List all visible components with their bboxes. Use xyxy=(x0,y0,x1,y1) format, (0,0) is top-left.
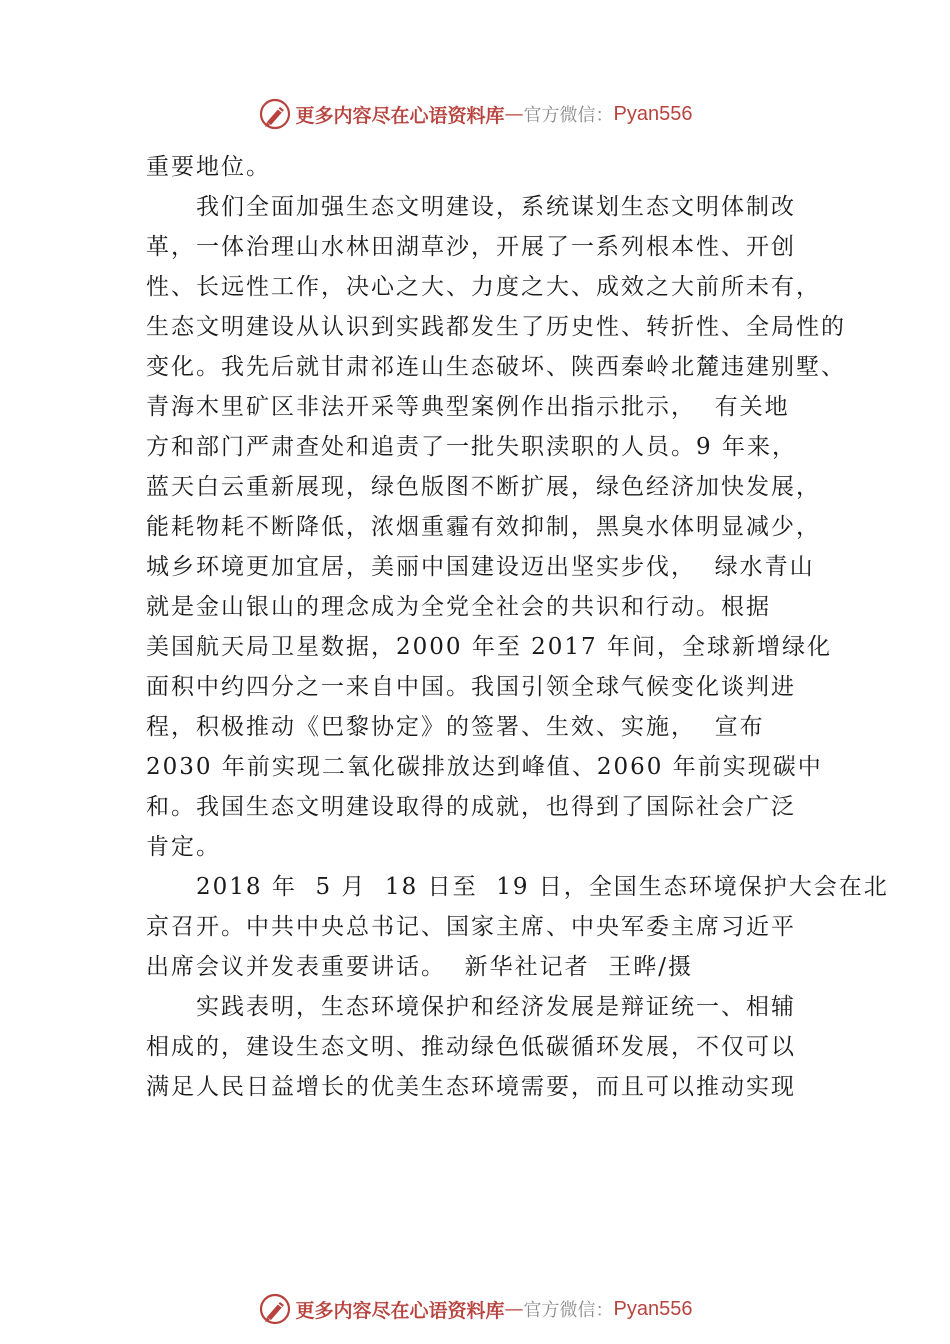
footer-title: 更多内容尽在心语资料库 xyxy=(295,1299,505,1322)
header-title: 更多内容尽在心语资料库 xyxy=(295,104,505,127)
text-line: 出席会议并发表重要讲话。 新华社记者 王晔/摄 xyxy=(146,954,693,980)
document-body xyxy=(146,147,889,1107)
text-line: 美国航天局卫星数据，2000 年至 2017 年间，全球新增绿化 xyxy=(146,634,832,660)
footer-banner xyxy=(0,1289,950,1329)
header-wechat-label: 官方微信： xyxy=(523,105,614,126)
text-line: 能耗物耗不断降低，浓烟重霾有效抑制，黑臭水体明显减少， xyxy=(146,514,821,540)
text-line: 相成的，建设生态文明、推动绿色低碳循环发展，不仅可以 xyxy=(146,1034,796,1060)
text-line: 程，积极推动《巴黎协定》的签署、生效、实施， 宣布 xyxy=(146,714,765,740)
text-line: 实践表明，生态环境保护和经济发展是辩证统一、相辅 xyxy=(196,994,796,1020)
text-line: 面积中约四分之一来自中国。我国引领全球气候变化谈判进 xyxy=(146,674,796,700)
text-line: 京召开。中共中央总书记、国家主席、中央军委主席习近平 xyxy=(146,914,796,940)
text-line: 方和部门严肃查处和追责了一批失职渎职的人员。9 年来， xyxy=(146,434,797,460)
pen-logo-icon xyxy=(258,1292,292,1326)
text-line: 革，一体治理山水林田湖草沙，开展了一系列根本性、开创 xyxy=(146,234,796,260)
text-line: 2030 年前实现二氧化碳排放达到峰值、2060 年前实现碳中 xyxy=(146,754,823,780)
footer-wechat-id: Pyan556 xyxy=(613,1297,693,1320)
footer-dash: — xyxy=(504,1298,524,1320)
text-line: 和。我国生态文明建设取得的成就，也得到了国际社会广泛 xyxy=(146,794,796,820)
text-line: 重要地位。 xyxy=(146,154,271,180)
pen-logo-icon xyxy=(258,97,292,131)
text-line: 就是金山银山的理念成为全党全社会的共识和行动。根据 xyxy=(146,594,771,620)
header-wechat-id: Pyan556 xyxy=(613,102,693,125)
text-line: 我们全面加强生态文明建设，系统谋划生态文明体制改 xyxy=(196,194,796,220)
text-line: 肯定。 xyxy=(146,834,221,860)
text-line: 2018 年 5 月 18 日至 19 日，全国生态环境保护大会在北 xyxy=(196,874,889,900)
footer-wechat-label: 官方微信： xyxy=(523,1300,614,1321)
text-line: 生态文明建设从认识到实践都发生了历史性、转折性、全局性的 xyxy=(146,314,846,340)
text-line: 蓝天白云重新展现，绿色版图不断扩展，绿色经济加快发展， xyxy=(146,474,821,500)
header-banner xyxy=(0,94,950,134)
text-line: 城乡环境更加宜居，美丽中国建设迈出坚实步伐， 绿水青山 xyxy=(146,554,815,580)
text-line: 满足人民日益增长的优美生态环境需要，而且可以推动实现 xyxy=(146,1074,796,1100)
text-line: 变化。我先后就甘肃祁连山生态破坏、陕西秦岭北麓违建别墅、 xyxy=(146,354,846,380)
text-line: 青海木里矿区非法开采等典型案例作出指示批示， 有关地 xyxy=(146,394,790,420)
text-line: 性、长远性工作，决心之大、力度之大、成效之大前所未有， xyxy=(146,274,821,300)
header-dash: — xyxy=(504,103,524,125)
